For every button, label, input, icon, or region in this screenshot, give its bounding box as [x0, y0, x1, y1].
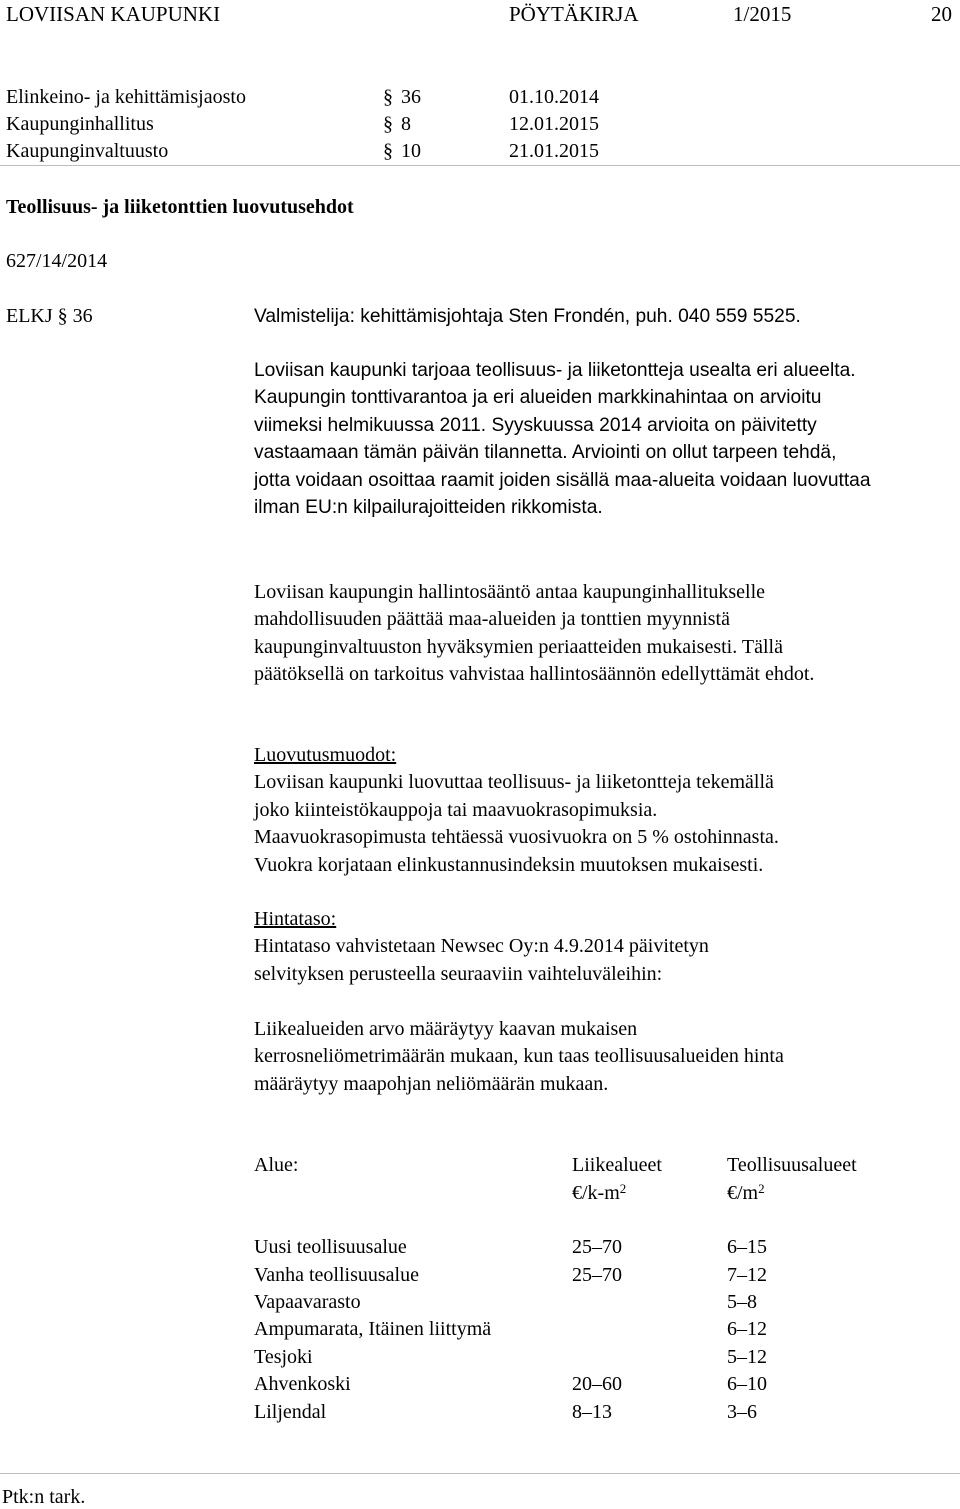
industrial-cell: 6–10 — [727, 1373, 767, 1396]
industrial-cell: 6–15 — [727, 1236, 767, 1259]
unit-text: €/m — [727, 1182, 759, 1205]
section-line: Maavuokrasopimusta tehtäessä vuosivuokra on 5 % ostohinnasta. — [254, 826, 779, 849]
column-header-area: Alue: — [254, 1154, 299, 1176]
section-heading: Luovutusmuodot: — [254, 744, 397, 766]
table-header-row — [254, 1154, 907, 1181]
commercial-cell — [572, 1318, 727, 1345]
diary-number: 627/14/2014 — [6, 250, 108, 272]
area-cell: Vanha teollisuusalue — [254, 1263, 419, 1286]
section-sign-icon: § — [57, 305, 68, 327]
header-org: LOVIISAN KAUPUNKI — [6, 2, 221, 26]
spacer-cell — [254, 1209, 907, 1236]
commercial-cell — [572, 1346, 727, 1373]
ref-number: 36 — [72, 305, 93, 327]
commercial-cell: 25–70 — [572, 1236, 622, 1259]
section-heading: Hintataso: — [254, 908, 337, 930]
table-row — [254, 1346, 907, 1373]
meeting-number: 8 — [401, 113, 411, 135]
industrial-cell: 7–12 — [727, 1263, 767, 1286]
table-row — [254, 1291, 907, 1318]
commercial-cell: 8–13 — [572, 1400, 612, 1423]
unit-text: €/k-m — [572, 1182, 620, 1205]
section-luovutusmuodot — [254, 742, 874, 879]
table-unit-row — [254, 1181, 907, 1208]
meeting-date: 12.01.2015 — [509, 113, 599, 135]
meeting-number: 36 — [401, 86, 421, 108]
paragraph-text: Loviisan kaupunki tarjoaa teollisuus- ja liiketontteja usealta eri alueelta. Kaupungin tonttivarantoa ja eri alueiden markkinahintaa on arvioitu viimeksi helmikuussa 2011. Syyskuussa 2014 arvioita on päivitetty vastaamaan tämän päivän tilannetta. Arviointi on ollut tarpeen tehdä, jotta voidaan osoittaa raamit joiden sisällä maa-alueita voidaan luovuttaa ilman EU:n kilpailurajoitteiden rikkomista. — [254, 360, 871, 519]
table-row — [254, 1401, 907, 1428]
section-hintataso — [254, 906, 874, 988]
item-ref — [6, 305, 93, 328]
meeting-body: Elinkeino- ja kehittämisjaosto — [6, 86, 246, 108]
commercial-cell — [572, 1291, 727, 1318]
industrial-cell: 6–12 — [727, 1318, 767, 1341]
section-line: Vuokra korjataan elinkustannusindeksin muutoksen mukaisesti. — [254, 853, 764, 876]
industrial-cell: 5–8 — [727, 1290, 757, 1313]
meeting-body: Kaupunginhallitus — [6, 113, 154, 135]
header-doc-type: PÖYTÄKIRJA — [509, 2, 639, 26]
body-paragraph — [254, 357, 874, 521]
item-title: Teollisuus- ja liiketonttien luovutusehdot — [6, 196, 354, 218]
note-line: määräytyy maapohjan neliömäärän mukaan. — [254, 1072, 609, 1095]
table-row — [254, 1236, 907, 1263]
commercial-cell: 20–60 — [572, 1373, 622, 1396]
body-paragraph — [254, 579, 874, 689]
section-sign-icon: § — [383, 113, 393, 135]
ref-label: ELKJ — [6, 305, 53, 327]
meeting-date: 21.01.2015 — [509, 140, 599, 162]
column-header-industrial: Teollisuusalueet — [727, 1154, 857, 1176]
section-sign-icon: § — [383, 86, 393, 108]
table-row — [254, 1318, 907, 1345]
column-header-commercial: Liikealueet — [572, 1154, 662, 1176]
footer-label: Ptk:n tark. — [2, 1486, 86, 1508]
meeting-date: 01.10.2014 — [509, 86, 599, 108]
unit-cell-empty — [254, 1181, 572, 1208]
section-line: Loviisan kaupunki luovuttaa teollisuus- ja liiketontteja tekemällä — [254, 771, 774, 794]
divider — [0, 165, 960, 166]
area-cell: Ampumarata, Itäinen liittymä — [254, 1318, 492, 1341]
spacer-row — [254, 1209, 907, 1236]
section-sign-icon: § — [383, 140, 393, 162]
commercial-cell: 25–70 — [572, 1263, 622, 1286]
section-line: Hintataso vahvistetaan Newsec Oy:n 4.9.2014 päivitetyn — [254, 935, 709, 958]
table-row — [254, 1264, 907, 1291]
paragraph-text: Loviisan kaupungin hallintosääntö antaa kaupunginhallitukselle mahdollisuuden päättää maa-alueiden ja tonttien myynnistä kaupunginvaltuuston hyväksymien periaatteiden mukaisesti. Tällä päätöksellä on tarkoitus vahvistaa hallintosäännön edellyttämät ehdot. — [254, 581, 815, 686]
commercial-unit — [572, 1181, 727, 1208]
industrial-cell: 3–6 — [727, 1400, 757, 1423]
note-line: Liikealueiden arvo määräytyy kaavan mukaisen — [254, 1018, 638, 1040]
industrial-unit — [727, 1181, 907, 1208]
note-line: kerrosneliömetrimäärän mukaan, kun taas teollisuusalueiden hinta — [254, 1045, 784, 1068]
header-page-number: 20 — [931, 2, 952, 26]
preparer-line: Valmistelija: kehittämisjohtaja Sten Frondén, puh. 040 559 5525. — [254, 306, 801, 327]
header-doc-number: 1/2015 — [733, 2, 792, 26]
area-cell: Ahvenkoski — [254, 1373, 351, 1396]
area-cell: Vapaavarasto — [254, 1290, 361, 1313]
meeting-body: Kaupunginvaltuusto — [6, 140, 169, 162]
hintataso-note — [254, 1016, 914, 1098]
section-line: joko kiinteistökauppoja tai maavuokrasopimuksia. — [254, 798, 658, 821]
table-row — [254, 1373, 907, 1400]
footer-divider — [0, 1473, 960, 1474]
area-cell: Uusi teollisuusalue — [254, 1236, 407, 1259]
section-line: selvityksen perusteella seuraaviin vaihteluväleihin: — [254, 962, 663, 985]
unit-exponent: 2 — [619, 1181, 627, 1197]
unit-exponent: 2 — [758, 1181, 765, 1197]
area-cell: Tesjoki — [254, 1345, 313, 1368]
industrial-cell: 5–12 — [727, 1345, 767, 1368]
price-table — [254, 1154, 907, 1428]
area-cell: Liljendal — [254, 1400, 327, 1423]
meeting-number: 10 — [401, 140, 421, 162]
